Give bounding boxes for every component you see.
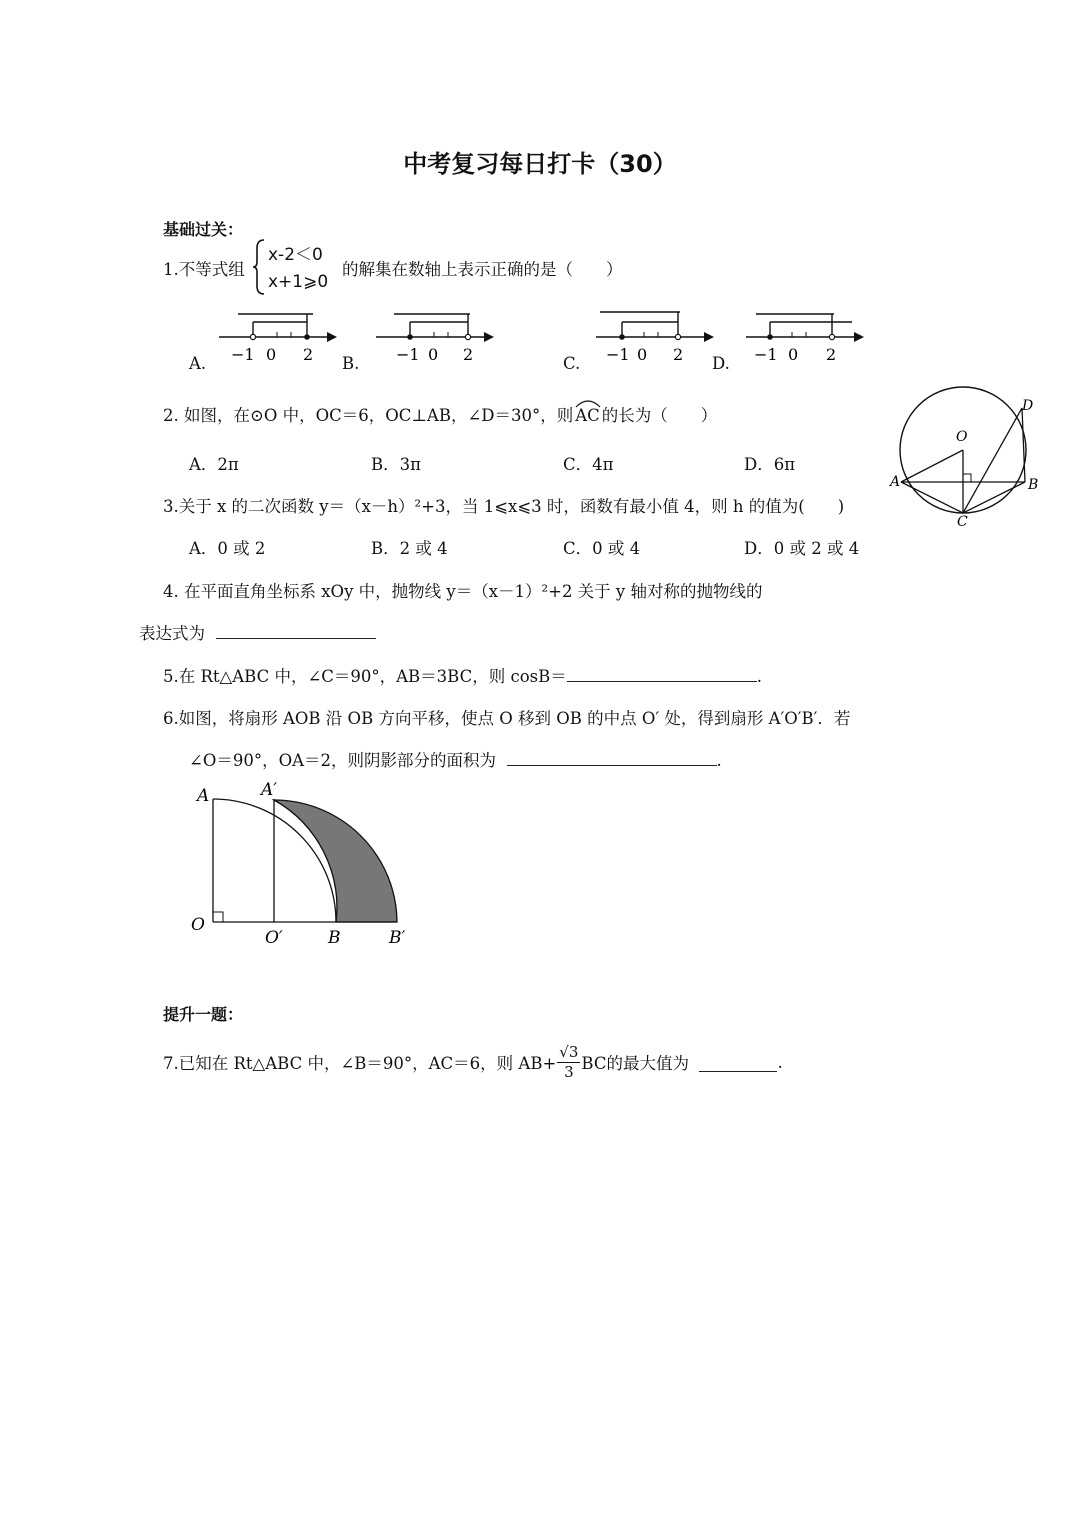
q2-arc-text: AC bbox=[575, 406, 600, 425]
arc-mark-icon bbox=[575, 398, 601, 408]
q6-line1: 6.如图，将扇形 AOB 沿 OB 方向平移，使点 O 移到 OB 的中点 O′ 处，得到扇形 A′O′B′．若 bbox=[163, 709, 851, 728]
q1a-label-2: 2 bbox=[303, 345, 314, 364]
q1d-label-0: 0 bbox=[788, 345, 799, 364]
q1-numberline-d bbox=[742, 310, 867, 370]
q6-label-b-prime: B′ bbox=[389, 928, 406, 948]
q1-option-c: C. bbox=[563, 354, 581, 373]
q5-text bbox=[163, 663, 762, 687]
q4-line1: 4. 在平面直角坐标系 xOy 中，抛物线 y＝（x－1）²+2 关于 y 轴对称的抛物线的 bbox=[163, 582, 763, 601]
q2-option-a: A．2π bbox=[189, 455, 239, 474]
q2-stem: 2. 如图，在⊙O 中，OC＝6，OC⊥AB，∠D＝30°，则 bbox=[163, 406, 574, 425]
q7-end: . bbox=[777, 1052, 783, 1072]
q2-arc-label bbox=[575, 406, 600, 425]
q2-suffix: 的长为（ ） bbox=[601, 406, 718, 425]
q1c-label-0: 0 bbox=[637, 345, 648, 364]
q7-fraction bbox=[557, 1042, 580, 1081]
q1-option-a: A. bbox=[189, 354, 207, 373]
q2-option-c: C．4π bbox=[563, 455, 614, 474]
q6-label-o-prime: O′ bbox=[265, 928, 283, 948]
q2-text bbox=[163, 402, 717, 426]
q2-circle-figure bbox=[890, 378, 1050, 538]
q6-label-b: B bbox=[328, 928, 341, 948]
q3-text: 3.关于 x 的二次函数 y＝（x－h）²+3，当 1⩽x⩽3 时，函数有最小值 4，则 h 的值为( ) bbox=[163, 497, 845, 516]
q6-stem: ∠O＝90°，OA＝2，则阴影部分的面积为 bbox=[189, 751, 497, 770]
q1a-label-0: 0 bbox=[266, 345, 277, 364]
q2-label-b: B bbox=[1028, 477, 1039, 493]
q1c-label-2: 2 bbox=[673, 345, 684, 364]
q6-label-a-prime: A′ bbox=[261, 780, 278, 800]
q6-line2 bbox=[189, 747, 722, 771]
q5-end: . bbox=[756, 667, 763, 686]
q7-frac-num: √3 bbox=[559, 1042, 579, 1061]
page-title: 中考复习每日打卡（30） bbox=[403, 150, 677, 178]
q1d-label-2: 2 bbox=[826, 345, 837, 364]
section-basic-heading: 基础过关： bbox=[163, 220, 244, 239]
q6-label-o: O bbox=[191, 915, 205, 935]
q3-option-d: D．0 或 2 或 4 bbox=[744, 539, 860, 558]
q1-option-b: B. bbox=[342, 354, 360, 373]
q7-answer-blank[interactable] bbox=[699, 1053, 777, 1072]
q3-option-c: C．0 或 4 bbox=[563, 539, 641, 558]
q6-answer-blank[interactable] bbox=[507, 747, 717, 766]
q2-label-a: A bbox=[890, 474, 901, 490]
q6-end: . bbox=[716, 751, 722, 770]
q2-label-d: D bbox=[1022, 398, 1034, 414]
q6-label-a: A bbox=[197, 786, 210, 806]
q7-suffix: BC的最大值为 bbox=[581, 1054, 689, 1073]
q7-frac-den: 3 bbox=[564, 1062, 574, 1081]
q1-prefix: 1.不等式组 bbox=[163, 260, 245, 279]
q1-numberline-b bbox=[372, 310, 497, 370]
q1c-label-neg1: −1 bbox=[606, 345, 630, 364]
q1-numberline-c bbox=[592, 308, 717, 370]
q3-option-b: B．2 或 4 bbox=[371, 539, 448, 558]
section-advanced-heading: 提升一题： bbox=[163, 1005, 244, 1024]
q1-system-line1: x-2＜0 bbox=[268, 245, 323, 265]
q1-brace-icon bbox=[252, 238, 266, 296]
q1-suffix: 的解集在数轴上表示正确的是（ ） bbox=[342, 260, 623, 279]
q2-option-d: D．6π bbox=[744, 455, 796, 474]
q7-prefix: 7.已知在 Rt△ABC 中，∠B＝90°，AC＝6，则 AB+ bbox=[163, 1054, 557, 1073]
q1a-label-neg1: −1 bbox=[231, 345, 255, 364]
q3-option-a: A．0 或 2 bbox=[189, 539, 266, 558]
q1b-label-2: 2 bbox=[463, 345, 474, 364]
q1-system-line2: x+1⩾0 bbox=[268, 272, 329, 292]
q4-line2 bbox=[139, 620, 376, 644]
q2-option-b: B．3π bbox=[371, 455, 421, 474]
q1-numberline-a bbox=[215, 310, 340, 370]
q1b-label-0: 0 bbox=[428, 345, 439, 364]
q6-sector-figure bbox=[185, 775, 425, 950]
q1-option-d: D. bbox=[712, 354, 730, 373]
q2-label-o: O bbox=[956, 429, 968, 445]
q7-text bbox=[163, 1040, 783, 1084]
q1b-label-neg1: −1 bbox=[396, 345, 420, 364]
q1d-label-neg1: −1 bbox=[754, 345, 778, 364]
q4-answer-blank[interactable] bbox=[216, 620, 376, 639]
q4-label: 表达式为 bbox=[139, 624, 205, 643]
q5-stem: 5.在 Rt△ABC 中，∠C＝90°，AB＝3BC，则 cosB＝ bbox=[163, 667, 567, 686]
q2-label-c: C bbox=[957, 514, 968, 530]
q5-answer-blank[interactable] bbox=[567, 663, 757, 682]
